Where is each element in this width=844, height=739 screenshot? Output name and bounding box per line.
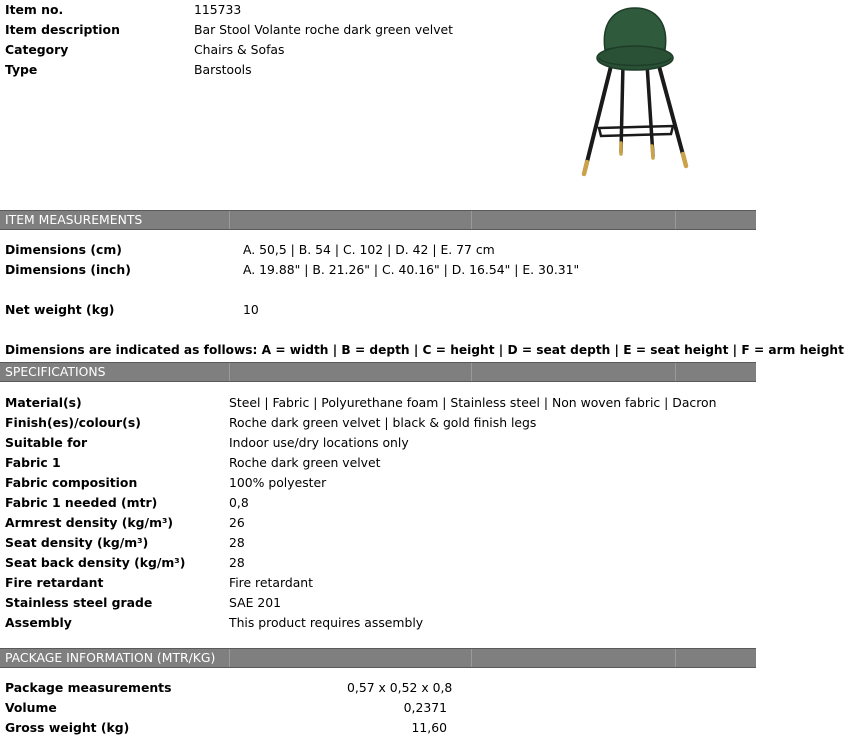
dimensions-cm-label: Dimensions (cm) [5,242,122,257]
spec-label: Armrest density (kg/m³) [5,515,174,530]
package-information-header [0,648,756,668]
spec-label: Seat density (kg/m³) [5,535,149,550]
grid-line [675,363,676,381]
stool-backrest [604,8,665,50]
table-row [0,718,756,738]
grid-line [229,363,230,381]
spec-value: Fire retardant [229,575,313,590]
spec-label: Suitable for [5,435,88,450]
grid-line [229,649,230,667]
spec-value: SAE 201 [229,595,281,610]
spec-value: Roche dark green velvet [229,455,381,470]
grid-line [229,211,230,229]
table-row [0,573,756,593]
table-row [0,433,756,453]
table-row [0,473,756,493]
spec-label: Assembly [5,615,72,630]
spec-value: 28 [229,555,245,570]
spec-label: Seat back density (kg/m³) [5,555,186,570]
table-row [0,553,756,573]
dimensions-legend: Dimensions are indicated as follows: A = width | B = depth | C = height | D = seat depth | E = seat height | F = arm height [5,343,844,357]
spec-label: Fire retardant [5,575,104,590]
stool-leg-back-left [621,64,623,152]
dimensions-inch-label: Dimensions (inch) [5,262,131,277]
spec-value: 0,8 [229,495,249,510]
item-no-value: 115733 [194,2,242,17]
package-label: Gross weight (kg) [5,720,130,735]
net-weight-label: Net weight (kg) [5,302,115,317]
spec-label: Fabric 1 [5,455,61,470]
item-measurements-header [0,210,756,230]
table-row [0,678,756,698]
spec-value: 28 [229,535,245,550]
grid-line [471,649,472,667]
table-row [0,453,756,473]
stool-footrest [599,126,673,136]
gold-tip [683,154,686,166]
package-value: 0,2371 [403,700,447,715]
package-value: 11,60 [411,720,447,735]
item-description-label: Item description [5,22,120,37]
specifications-header [0,362,756,382]
dimensions-cm-value: A. 50,5 | B. 54 | C. 102 | D. 42 | E. 77 cm [243,242,495,257]
table-row [0,493,756,513]
table-row [0,593,756,613]
grid-line [471,363,472,381]
spec-label: Fabric composition [5,475,138,490]
table-row [0,613,756,633]
stool-leg-front-right [659,66,685,162]
spec-value: Steel | Fabric | Polyurethane foam | Stainless steel | Non woven fabric | Dacron [229,395,717,410]
spec-value: 26 [229,515,245,530]
spec-value: This product requires assembly [229,615,424,630]
table-row [0,698,756,718]
gold-tip [652,146,653,158]
grid-line [471,211,472,229]
package-label: Package measurements [5,680,172,695]
stool-seat [597,46,673,70]
package-information-title: PACKAGE INFORMATION (MTR/KG) [5,650,216,665]
bar-stool-icon [575,2,695,198]
grid-line [675,649,676,667]
category-value: Chairs & Sofas [194,42,285,57]
net-weight-value: 10 [243,302,259,317]
package-label: Volume [5,700,57,715]
type-value: Barstools [194,62,252,77]
table-row [0,533,756,553]
grid-line [675,211,676,229]
spec-value: 100% polyester [229,475,327,490]
spec-value: Indoor use/dry locations only [229,435,409,450]
dimensions-inch-value: A. 19.88" | B. 21.26" | C. 40.16" | D. 16.54" | E. 30.31" [243,262,580,277]
spec-label: Material(s) [5,395,82,410]
type-label: Type [5,62,38,77]
item-no-label: Item no. [5,2,64,17]
table-row [0,393,756,413]
specifications-title: SPECIFICATIONS [5,364,106,379]
table-row [0,513,756,533]
gold-tip [584,162,587,174]
stool-leg-back-right [647,64,653,156]
category-label: Category [5,42,69,57]
item-description-value: Bar Stool Volante roche dark green velvet [194,22,454,37]
spec-value: Roche dark green velvet | black & gold finish legs [229,415,537,430]
item-measurements-title: ITEM MEASUREMENTS [5,212,143,227]
spec-label: Stainless steel grade [5,595,153,610]
package-value: 0,57 x 0,52 x 0,8 [347,680,453,695]
table-row [0,413,756,433]
spec-label: Finish(es)/colour(s) [5,415,141,430]
stool-leg-front-left [585,66,611,170]
spec-label: Fabric 1 needed (mtr) [5,495,158,510]
